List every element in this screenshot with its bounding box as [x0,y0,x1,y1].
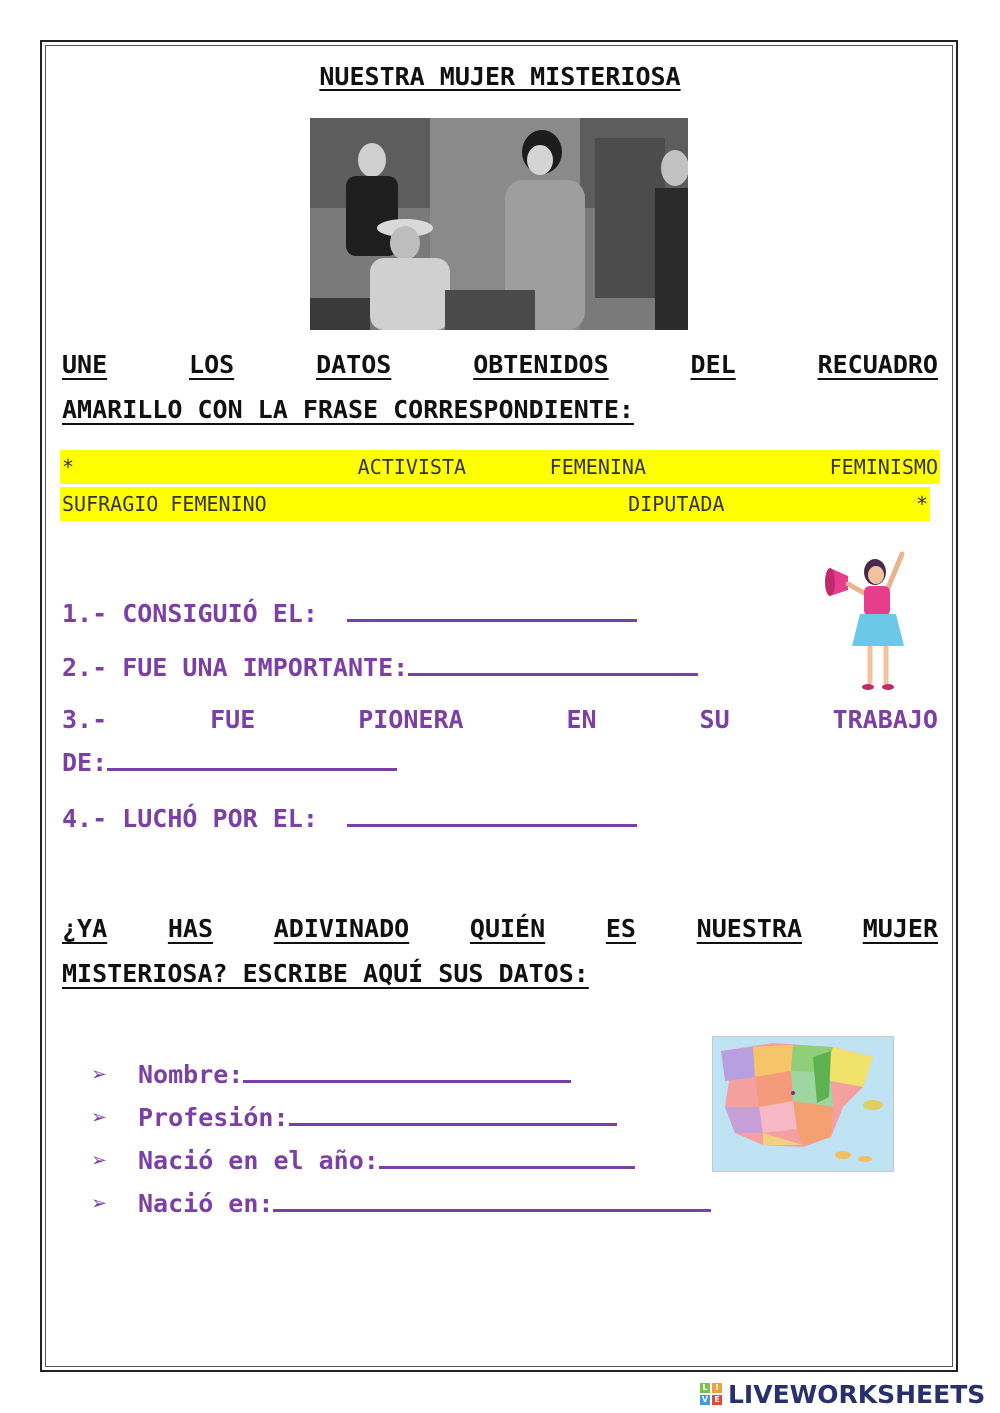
question-3-line1 [62,705,938,734]
heading-word: QUIÉN [469,914,546,943]
nacio-en-blank[interactable] [273,1187,711,1212]
field-nacio-en [92,1187,711,1218]
brand-name: LIVEWORKSHEETS [728,1379,986,1409]
heading-word: HAS [167,914,214,943]
section2-heading-line2: MISTERIOSA? ESCRIBE AQUÍ SUS DATOS: [62,959,589,988]
section1-heading-line1 [62,342,938,387]
heading-word: ES [605,914,636,943]
worksheet-title: NUESTRA MUJER MISTERIOSA [319,62,681,91]
arrow-bullet-icon: ➢ [92,1189,108,1218]
heading-word: DEL [690,350,736,379]
field-label: Nació en: [138,1189,274,1218]
heading-word: ADIVINADO [273,914,410,943]
logo-letter: I [712,1383,722,1393]
arrow-bullet-icon: ➢ [92,1146,108,1175]
heading-word: RECUADRO [817,350,938,379]
word-option[interactable]: FEMENINA [549,455,646,479]
word-box-row1 [60,450,940,484]
logo-letter: L [700,1383,710,1393]
profesion-blank[interactable] [289,1101,617,1126]
word-option[interactable]: FEMINISMO [829,455,938,479]
spain-map-image [712,1036,894,1172]
heading-word: UNE [62,350,108,379]
word-box-star: * [62,455,75,479]
field-profesion [92,1101,617,1132]
question-3 [62,705,938,777]
arrow-bullet-icon: ➢ [92,1060,108,1089]
logo-grid-icon [700,1383,722,1405]
section2-heading [62,906,938,996]
heading-word: LOS [189,350,235,379]
heading-word: NUESTRA [696,914,803,943]
field-label: Profesión: [138,1103,289,1132]
question-2-text: 2.- FUE UNA IMPORTANTE: [62,653,409,682]
word-option[interactable]: SUFRAGIO FEMENINO [62,492,267,516]
nacio-ano-blank[interactable] [379,1144,635,1169]
field-nombre [92,1058,571,1089]
heading-word: ¿YA [62,914,108,943]
field-nacio-ano [92,1144,635,1175]
question-3-text-cont: DE: [62,748,108,777]
question-word: EN [566,705,597,734]
answer-blank-1[interactable] [347,597,637,622]
word-box-row2 [60,487,930,521]
historic-voting-photo [310,118,688,330]
question-word: PIONERA [358,705,464,734]
question-1 [62,597,637,628]
question-word: FUE [210,705,256,734]
activist-woman-illustration [820,550,910,692]
question-word: TRABAJO [832,705,938,734]
answer-blank-2[interactable] [408,651,698,676]
liveworksheets-logo [700,1380,985,1408]
heading-word: DATOS [316,350,392,379]
question-4 [62,802,637,833]
field-label: Nació en el año: [138,1146,379,1175]
answer-blank-4[interactable] [347,802,637,827]
logo-letter: E [712,1395,722,1405]
heading-word: MUJER [862,914,938,943]
question-4-text: 4.- LUCHÓ POR EL: [62,804,318,833]
question-word: 3.- [62,705,108,734]
nombre-blank[interactable] [243,1058,571,1083]
question-word: SU [699,705,730,734]
word-option[interactable]: ACTIVISTA [357,455,467,479]
heading-word: OBTENIDOS [473,350,609,379]
word-box-star: * [915,492,928,516]
arrow-bullet-icon: ➢ [92,1103,108,1132]
question-1-text: 1.- CONSIGUIÓ EL: [62,599,318,628]
field-label: Nombre: [138,1060,244,1089]
logo-letter: V [701,1395,709,1404]
section2-heading-line1 [62,906,938,951]
section1-heading-line2: AMARILLO CON LA FRASE CORRESPONDIENTE: [62,395,634,424]
section1-heading [62,342,938,432]
answer-blank-3[interactable] [107,746,397,771]
word-option[interactable]: DIPUTADA [628,492,725,516]
question-2 [62,651,698,682]
